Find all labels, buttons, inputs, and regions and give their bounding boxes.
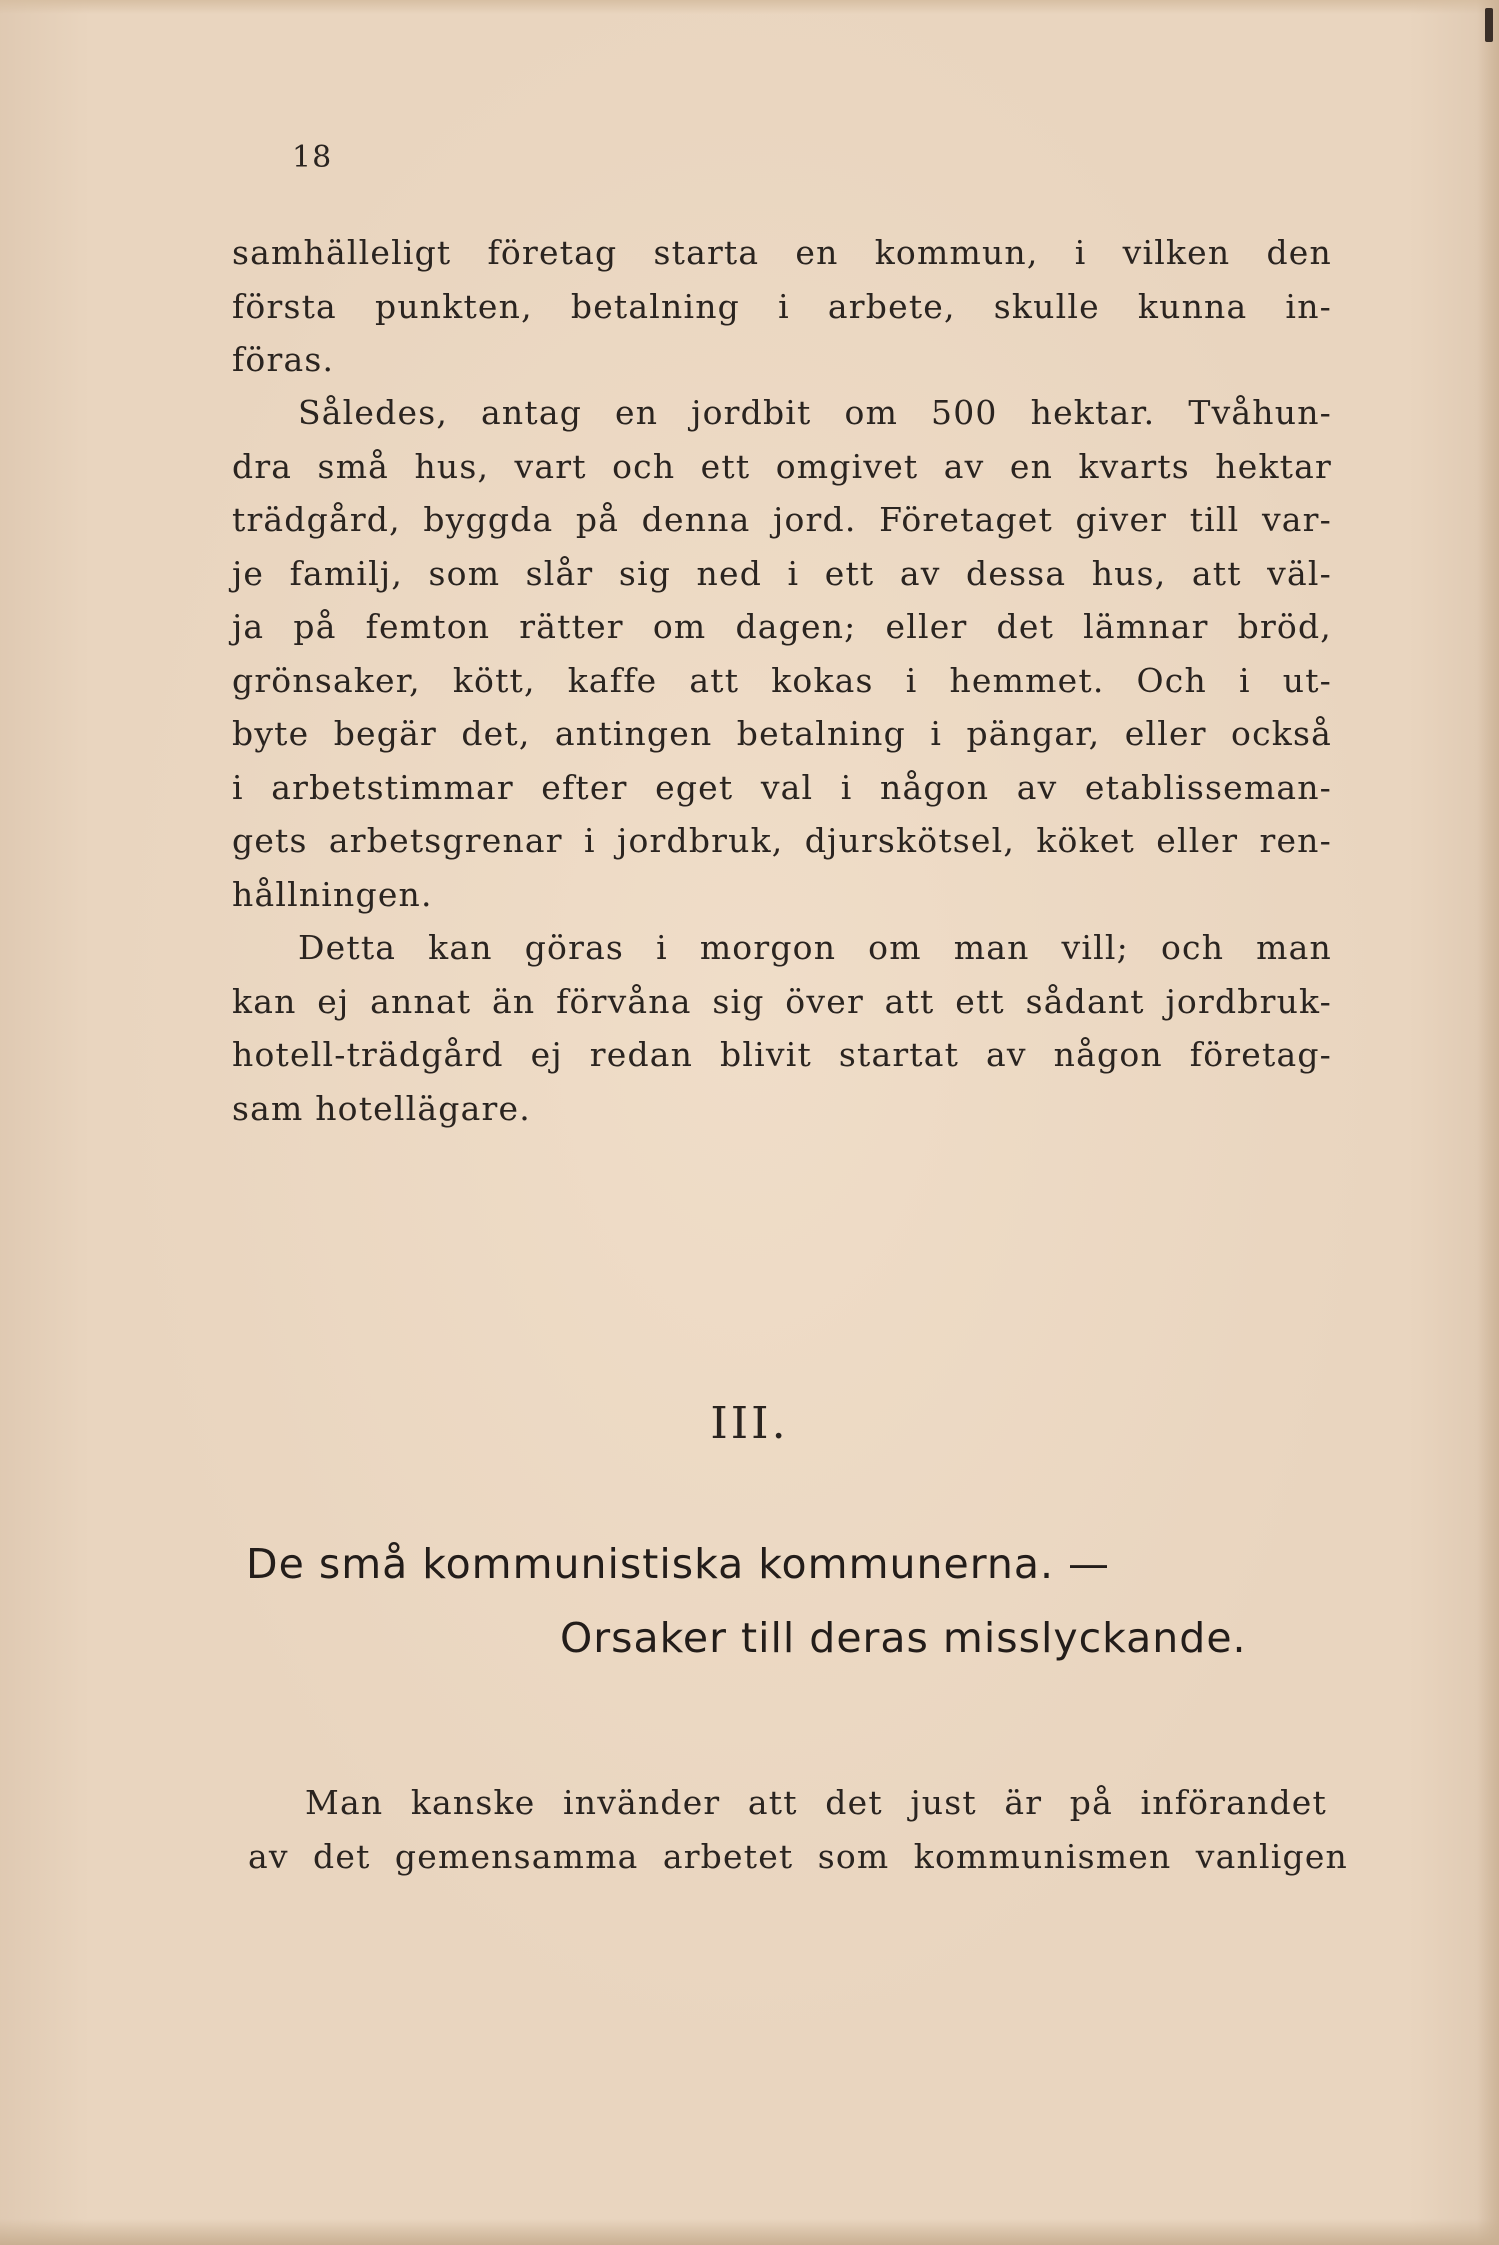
text-line: Man kanske invänder att det just är på införandet [305, 1783, 1327, 1822]
page-bottom-edge [0, 2219, 1499, 2245]
text-line: Således, antag en jordbit om 500 hektar. Tvåhun- [298, 393, 1332, 432]
text-line: gets arbetsgrenar i jordbruk, djurskötsel, köket eller ren- [232, 821, 1332, 860]
text-line: Detta kan göras i morgon om man vill; och man [298, 928, 1332, 967]
text-line: sam hotellägare. [232, 1088, 531, 1128]
text-line: samhälleligt företag starta en kommun, i vilken den [232, 233, 1332, 272]
paragraph-3 [232, 921, 1332, 1135]
page-number: 18 [292, 140, 333, 175]
corner-mark [1485, 8, 1493, 42]
text-line: i arbetstimmar efter eget val i någon av etablisseman- [232, 767, 1332, 807]
text-line: kan ej annat än förvåna sig över att ett sådant jordbruk- [232, 981, 1332, 1021]
paragraph-2 [232, 386, 1332, 921]
text-line: byte begär det, antingen betalning i pängar, eller också [232, 714, 1332, 753]
page-right-edge [1477, 0, 1499, 2245]
text-line: je familj, som slår sig ned i ett av dessa hus, att väl- [232, 553, 1332, 593]
text-line: dra små hus, vart och ett omgivet av en kvarts hektar [232, 446, 1332, 486]
chapter-number: III. [710, 1398, 789, 1449]
page-top-edge [0, 0, 1499, 14]
text-line: ja på femton rätter om dagen; eller det lämnar bröd, [232, 607, 1332, 646]
chapter-heading-line-2: Orsaker till deras misslyckande. [560, 1614, 1247, 1662]
text-line: föras. [232, 340, 335, 379]
text-line: grönsaker, kött, kaffe att kokas i hemmet. Och i ut- [232, 660, 1332, 700]
text-line: första punkten, betalning i arbete, skulle kunna in- [232, 286, 1332, 326]
text-line: trädgård, byggda på denna jord. Företaget giver till var- [232, 500, 1332, 539]
chapter-heading-line-1: De små kommunistiska kommunerna. — [246, 1540, 1111, 1588]
text-line: av det gemensamma arbetet som kommunismen vanligen [248, 1836, 1348, 1876]
text-line: hotell-trädgård ej redan blivit startat av någon företag- [232, 1035, 1332, 1074]
paragraph-1 [232, 226, 1332, 387]
paragraph-4 [248, 1776, 1348, 1883]
text-line: hållningen. [232, 874, 433, 914]
